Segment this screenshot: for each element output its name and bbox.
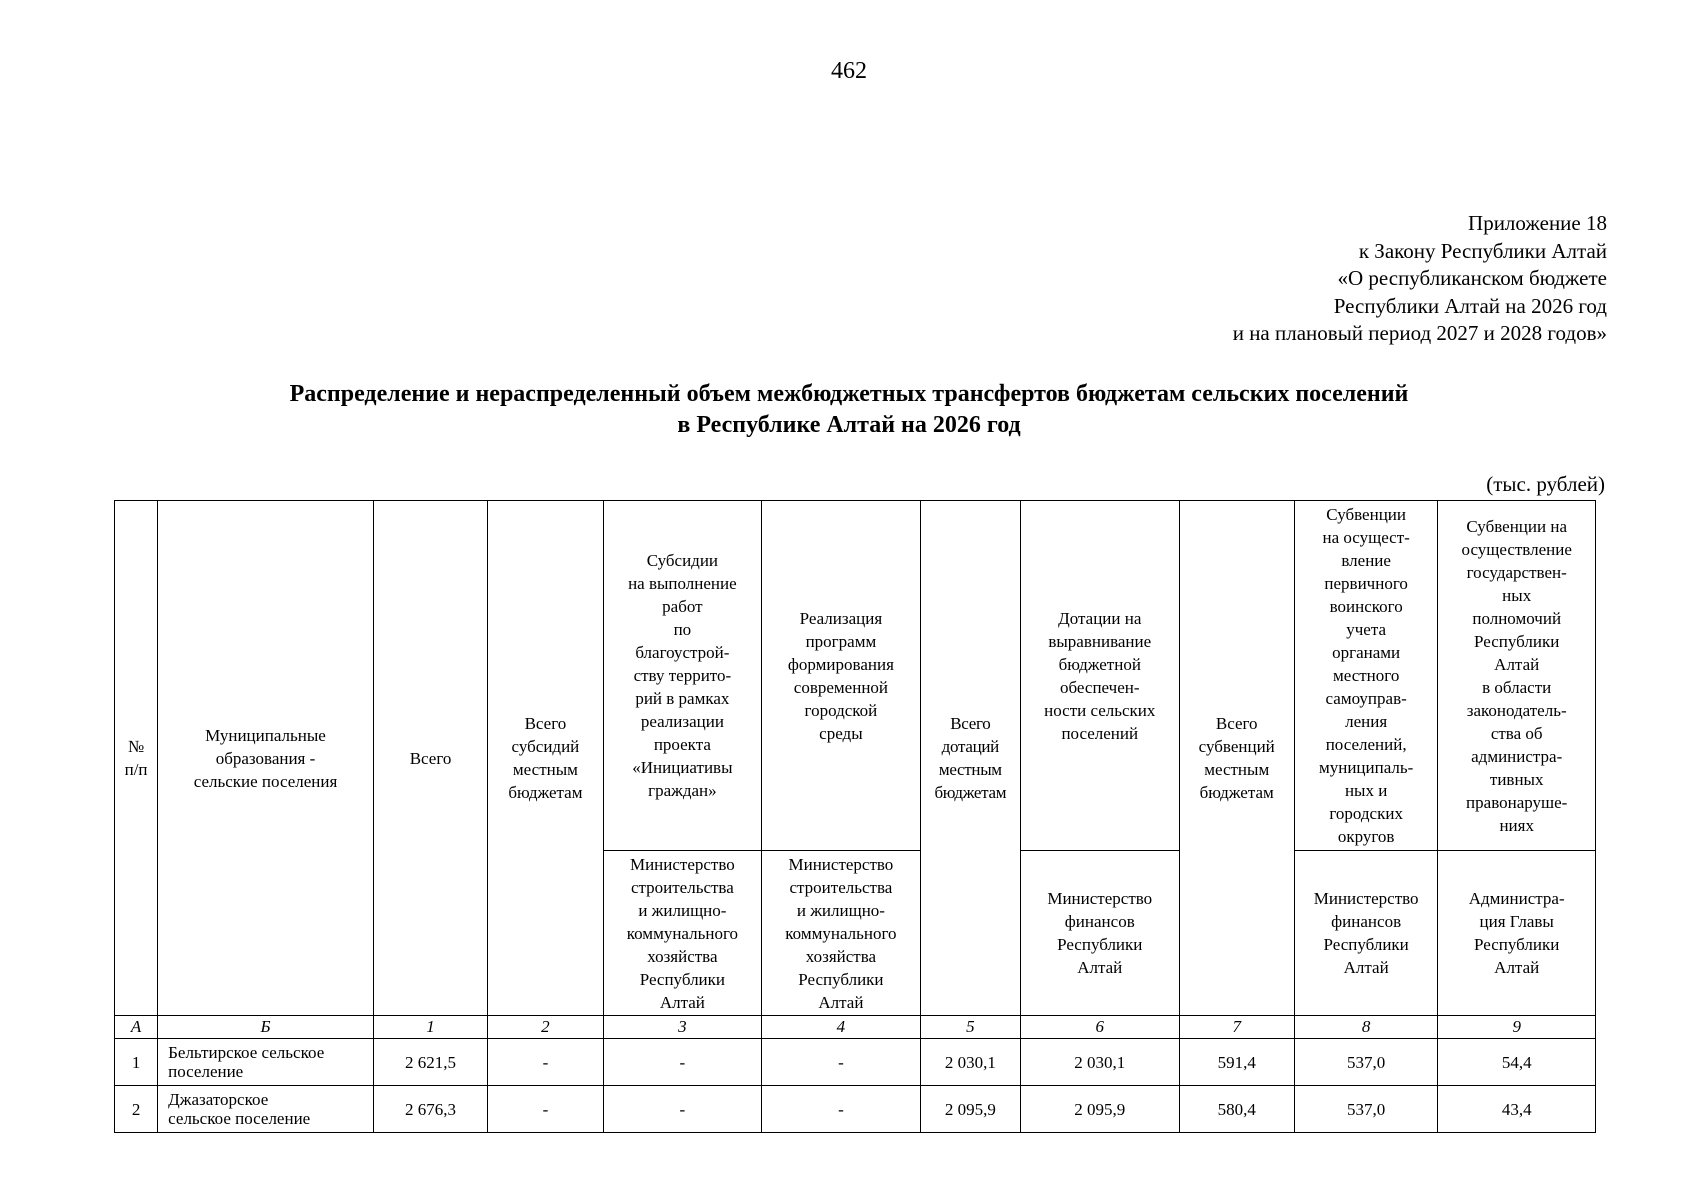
table-row: [115, 1086, 1596, 1133]
text-line: на выполнение: [628, 574, 737, 593]
text-line: Всего: [409, 748, 452, 768]
text-line: субвенций: [1198, 737, 1275, 756]
text-line: местного: [1332, 666, 1400, 685]
column-number: 9: [1438, 1016, 1596, 1039]
text-line: программ: [805, 631, 877, 651]
text-line: Республики: [1323, 935, 1409, 954]
text-line: Республики: [1474, 631, 1560, 651]
text-line: по: [673, 620, 692, 639]
header-subvention-admin-offenses: [1438, 501, 1596, 851]
header-municipality: [158, 501, 374, 1016]
text-line: сельские поселения: [193, 771, 338, 791]
text-line: государствен-: [1466, 562, 1567, 582]
header-subvention-military: [1294, 501, 1437, 851]
column-number: 4: [762, 1016, 921, 1039]
column-number: Б: [158, 1016, 374, 1039]
header-urban-environment: [762, 501, 921, 851]
page-number: 462: [831, 58, 867, 84]
text-line: Всего: [1215, 714, 1258, 733]
appendix-line: к Закону Республики Алтай: [1358, 238, 1607, 263]
column-number: А: [115, 1016, 158, 1039]
text-line: Дотации на: [1058, 608, 1142, 628]
cell-subvention-admin: 54,4: [1438, 1039, 1596, 1086]
text-line: Министерство: [1313, 889, 1419, 908]
cell-urban-environment: -: [762, 1039, 921, 1086]
text-line: коммунального: [626, 923, 738, 943]
text-line: финансов: [1331, 912, 1402, 931]
header-subventions-total: [1179, 501, 1294, 1016]
text-line: среды: [819, 723, 863, 743]
administrator-col-4: [762, 851, 921, 1016]
text-line: Республики: [798, 969, 884, 989]
column-number: 3: [603, 1016, 762, 1039]
text-line: Субвенции на: [1466, 516, 1567, 536]
text-line: поселений: [1061, 723, 1139, 743]
text-line: Министерство: [1047, 889, 1153, 908]
text-line: Министерство: [629, 854, 735, 874]
header-dotations-total: [920, 501, 1020, 1016]
text-line: строительства: [630, 877, 734, 897]
text-line: органами: [1332, 643, 1401, 662]
text-line: Алтай: [1494, 958, 1540, 977]
text-line: городских: [1329, 804, 1403, 823]
text-line: «Инициативы: [632, 758, 733, 777]
cell-subventions-total: 591,4: [1179, 1039, 1294, 1086]
text-line: субсидий: [511, 737, 580, 756]
column-number: 1: [373, 1016, 487, 1039]
cell-subsidies-total: -: [488, 1039, 603, 1086]
cell-subsidy-initiative: -: [603, 1086, 762, 1133]
text-line: хозяйства: [805, 946, 877, 966]
appendix-line: Республики Алтай на 2026 год: [1333, 293, 1607, 318]
text-line: Всего: [950, 714, 991, 733]
text-line: ления: [1345, 712, 1388, 731]
cell-urban-environment: -: [762, 1086, 921, 1133]
header-total: [373, 501, 487, 1016]
text-line: полномочий: [1472, 608, 1562, 628]
cell-subvention-military: 537,0: [1294, 1086, 1437, 1133]
table-row: [115, 1039, 1596, 1086]
header-subsidies-total: [488, 501, 603, 1016]
text-line: коммунального: [785, 923, 897, 943]
text-line: ных: [1502, 585, 1532, 605]
administrator-col-3: [603, 851, 762, 1016]
text-line: ности сельских: [1044, 700, 1156, 720]
text-line: реализации: [640, 712, 724, 731]
text-line: выравнивание: [1048, 631, 1152, 651]
text-line: учета: [1346, 620, 1387, 639]
text-line: воинского: [1329, 597, 1403, 616]
text-line: и жилищно-: [638, 900, 727, 920]
row-number: 2: [115, 1086, 158, 1133]
text-line: и жилищно-: [796, 900, 885, 920]
text-line: Алтай: [1494, 654, 1540, 674]
cell-dotations-total: 2 030,1: [920, 1039, 1020, 1086]
text-line: местным: [512, 760, 578, 779]
text-line: бюджетам: [508, 783, 583, 802]
text-line: на осущест-: [1322, 528, 1410, 547]
text-line: благоустрой-: [635, 643, 730, 662]
column-number: 2: [488, 1016, 603, 1039]
column-number-row: [115, 1016, 1596, 1039]
text-line: тивных: [1489, 769, 1544, 789]
text-line: дотаций: [941, 737, 999, 756]
text-line: местным: [938, 760, 1002, 779]
text-line: Республики: [1057, 935, 1143, 954]
text-line: Алтай: [659, 992, 705, 1012]
text-line: Реализация: [799, 608, 883, 628]
header-row-titles: [115, 501, 1596, 851]
text-line: Всего: [524, 714, 567, 733]
text-line: проекта: [653, 735, 711, 754]
text-line: осуществление: [1461, 539, 1572, 559]
column-number: 8: [1294, 1016, 1437, 1039]
text-line: поселение: [168, 1062, 244, 1081]
text-line: Министерство: [788, 854, 894, 874]
text-line: округов: [1337, 827, 1395, 846]
cell-subventions-total: 580,4: [1179, 1086, 1294, 1133]
header-dotations-equalization: [1021, 501, 1180, 851]
appendix-line: Приложение 18: [1468, 211, 1607, 235]
text-line: законодатель-: [1466, 700, 1567, 720]
column-number: 5: [920, 1016, 1020, 1039]
administrator-col-8: [1294, 851, 1437, 1016]
text-line: формирования: [787, 654, 894, 674]
document-title: [0, 379, 1698, 441]
header-num: [115, 501, 158, 1016]
text-line: муниципаль-: [1318, 758, 1414, 777]
text-line: ция Главы: [1479, 912, 1554, 931]
text-line: Джазаторское: [168, 1090, 269, 1109]
administrator-col-9: [1438, 851, 1596, 1016]
text-line: образования -: [215, 748, 316, 768]
administrator-col-6: [1021, 851, 1180, 1016]
text-line: Бельтирское сельское: [168, 1043, 325, 1062]
municipality-name: [158, 1086, 374, 1133]
text-line: сельское поселение: [168, 1109, 311, 1128]
text-line: Алтай: [1077, 958, 1123, 977]
text-line: ниях: [1499, 815, 1534, 835]
text-line: бюджетам: [1199, 783, 1274, 802]
text-line: обеспечен-: [1060, 677, 1140, 697]
text-line: Республики: [1474, 935, 1560, 954]
column-number: 7: [1179, 1016, 1294, 1039]
text-line: Республики: [639, 969, 726, 989]
cell-total: 2 676,3: [373, 1086, 487, 1133]
text-line: правонаруше-: [1466, 792, 1568, 812]
text-line: местным: [1204, 760, 1270, 779]
text-line: первичного: [1324, 574, 1408, 593]
row-number: 1: [115, 1039, 158, 1086]
header-subsidy-initiative: [603, 501, 762, 851]
cell-subsidies-total: -: [488, 1086, 603, 1133]
cell-dotations-total: 2 095,9: [920, 1086, 1020, 1133]
text-line: ства об: [1490, 723, 1543, 743]
text-line: ных и: [1344, 781, 1388, 800]
cell-subsidy-initiative: -: [603, 1039, 762, 1086]
text-line: Муниципальные: [205, 725, 326, 745]
text-line: администра-: [1471, 746, 1563, 766]
text-line: вление: [1341, 551, 1391, 570]
text-line: строительства: [789, 877, 893, 897]
title-line-2: в Республике Алтай на 2026 год: [677, 412, 1021, 438]
text-line: ству террито-: [633, 666, 732, 685]
text-line: бюджетам: [934, 783, 1007, 802]
text-line: самоуправ-: [1325, 689, 1407, 708]
cell-subvention-admin: 43,4: [1438, 1086, 1596, 1133]
appendix-line: «О республиканском бюджете: [1337, 266, 1607, 290]
text-line: хозяйства: [647, 946, 718, 966]
text-line: Алтай: [818, 992, 864, 1012]
text-line: Субсидии: [646, 551, 719, 570]
text-line: Субвенции: [1326, 505, 1406, 524]
cell-dotations-equalization: 2 030,1: [1021, 1039, 1180, 1086]
text-line: современной: [793, 677, 889, 697]
text-line: городской: [804, 700, 878, 720]
text-line: поселений,: [1325, 735, 1407, 754]
text-line: п/п: [124, 760, 148, 779]
text-line: Администра-: [1468, 889, 1565, 908]
text-line: Алтай: [1343, 958, 1389, 977]
cell-subvention-military: 537,0: [1294, 1039, 1437, 1086]
text-line: №: [127, 737, 145, 756]
column-number: 6: [1021, 1016, 1180, 1039]
text-line: бюджетной: [1058, 654, 1141, 674]
text-line: в области: [1482, 677, 1552, 697]
units-label: (тыс. рублей): [1486, 472, 1605, 496]
cell-total: 2 621,5: [373, 1039, 487, 1086]
appendix-line: и на плановый период 2027 и 2028 годов»: [1232, 321, 1607, 345]
text-line: граждан»: [648, 781, 717, 800]
municipality-name: [158, 1039, 374, 1086]
cell-dotations-equalization: 2 095,9: [1021, 1086, 1180, 1133]
transfers-table: [114, 500, 1596, 1133]
appendix-reference: [1007, 210, 1607, 348]
text-line: финансов: [1064, 912, 1135, 931]
title-line-1: Распределение и нераспределенный объем межбюджетных трансфертов бюджетам сельских поселений: [289, 381, 1409, 407]
text-line: работ: [662, 597, 703, 616]
text-line: рий в рамках: [635, 689, 730, 708]
